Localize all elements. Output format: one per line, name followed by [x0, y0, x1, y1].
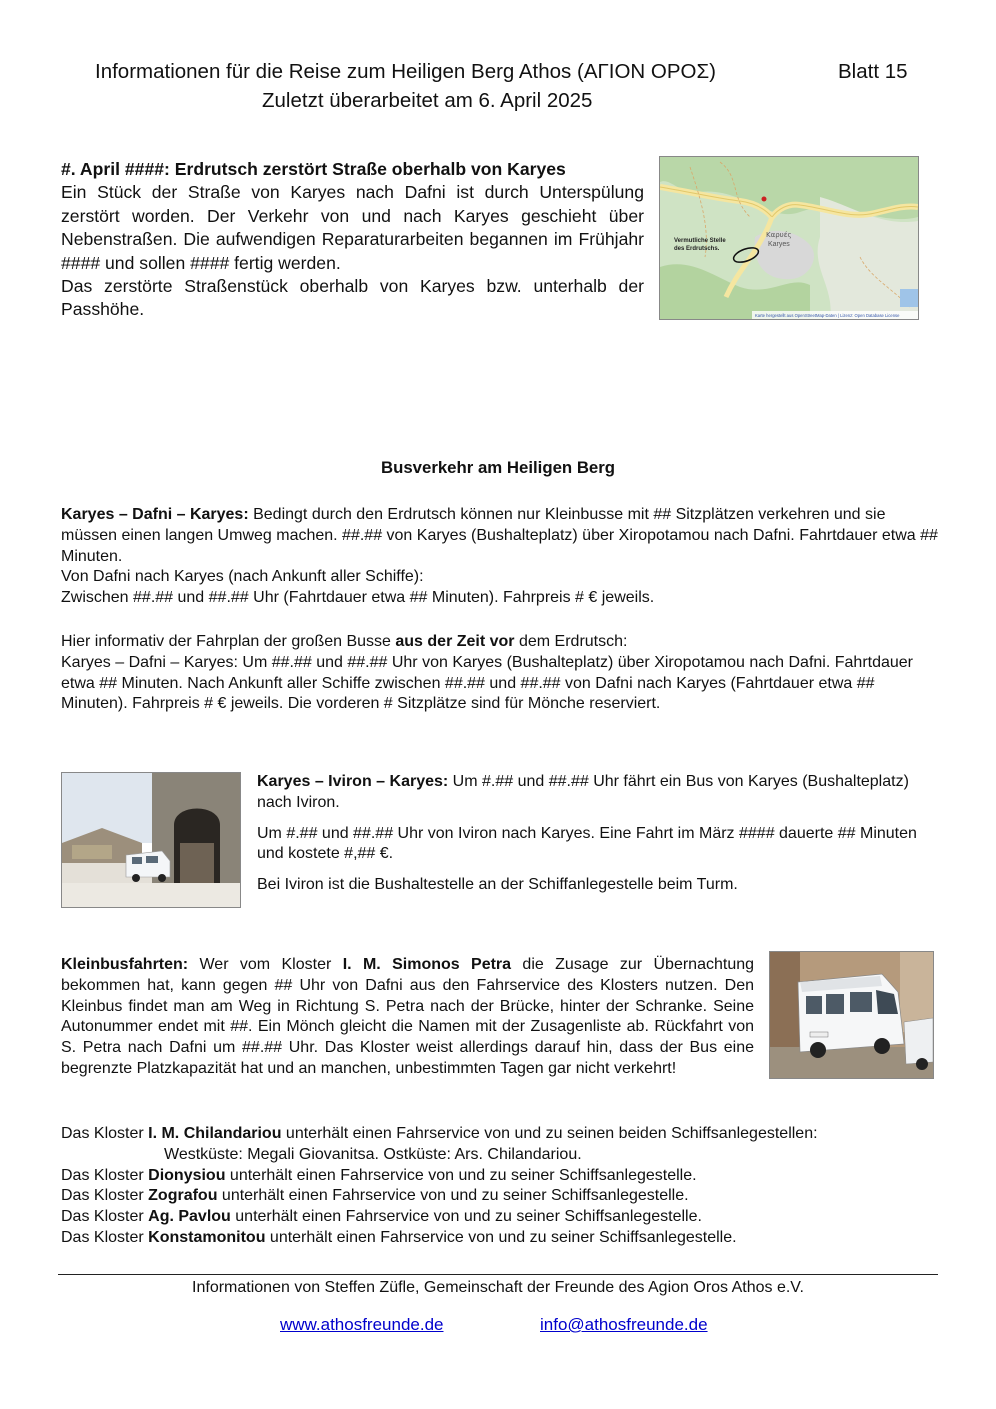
list-item-detail: Westküste: Megali Giovanitsa. Ostküste: Ars. Chilandariou. [164, 1145, 582, 1163]
list-item: Das Kloster I. M. Chilandariou unterhält einen Fahrservice von und zu seinen beiden Schiffsanlegestellen: [61, 1125, 818, 1142]
monastery-services-list [61, 1124, 961, 1249]
map-label-town: Καρυές [766, 231, 792, 239]
landslide-paragraph: Ein Stück der Straße von Karyes nach Dafni ist durch Unterspülung zerstört worden. Der Verkehr von und nach Karyes geschieht über Nebenstraßen. Die aufwendigen Reparaturarbeiten begannen im Frühjahr #### und sollen #### fertig werden. [61, 182, 644, 273]
karyes-iviron-section: Karyes – Iviron – Karyes: Um #.## und ##.## Uhr fährt ein Bus von Karyes (Bushalteplatz) nach Iviron. Um #.## und ##.## Uhr von Iviron nach Karyes. Eine Fahrt im März #### dauerte ## Minuten und kostete #,## €. Bei Iviron ist die Bushaltestelle an der Schiffanlegestelle beim Turm. [257, 773, 917, 894]
landslide-section [61, 158, 644, 322]
sheet-number: Blatt 15 [838, 60, 908, 83]
last-updated: Zuletzt überarbeitet am 6. April 2025 [262, 89, 593, 112]
list-item: Das Kloster Zografou unterhält einen Fahrservice von und zu seiner Schiffsanlegestelle. [61, 1187, 689, 1205]
footer-info: Informationen von Steffen Züfle, Gemeinschaft der Freunde des Agion Oros Athos e.V. [192, 1279, 804, 1296]
kleinbus-section: Kleinbusfahrten: Wer vom Kloster I. M. Simonos Petra die Zusage zur Übernachtung bekommen hat, kann gegen ## Uhr von Dafni aus den Fahrservice des Klosters nutzen. Den Kleinbus findet man am Weg in Richtung S. Petra nach der Brücke, hinter der Schranke. Seine Autonummer endet mit ##. Ein Mönch gleicht die Namen mit der Zusagenliste ab. Rückfahrt von S. Petra nach Dafni um ##.## Uhr. Das Kloster weist allerdings darauf hin, dass der Bus eine begrenzte Platzkapazität hat und an manchen, unbestimmten Tagen gar nicht verkehrt! [61, 956, 755, 1077]
route-label: Karyes – Dafni – Karyes: [61, 506, 249, 523]
email-link[interactable]: info@athosfreunde.de [540, 1315, 708, 1334]
monastery-name: I. M. Simonos Petra [342, 956, 512, 973]
map-attribution: Karte hergestellt aus OpenStreetMap-Daten | Lizenz: Open Database License [755, 313, 900, 318]
map-graphic [660, 157, 918, 319]
document-title: Informationen für die Reise zum Heiligen Berg Athos (ΑΓΙΟΝ ΟΡΟΣ) [95, 60, 716, 83]
website-link[interactable]: www.athosfreunde.de [280, 1315, 444, 1334]
simonos-petra-minibus-photo [769, 951, 934, 1079]
footer-divider [58, 1274, 938, 1275]
karyes-dafni-current: Karyes – Dafni – Karyes: Bedingt durch den Erdrutsch können nur Kleinbusse mit ## Sitzplätzen verkehren und sie müssen einen langen Umweg machen. ##.## von Karyes (Bushalteplatz) über Xiropotamou nach Dafni. Fahrtdauer etwa ## Minuten. Von Dafni nach Karyes (nach Ankunft aller Schiffe): Zwischen ##.## und ##.## Uhr (Fahrtdauer etwa ## Minuten). Fahrpreis # € jeweils. [61, 506, 938, 607]
landslide-caption: Das zerstörte Straßenstück oberhalb von Karyes bzw. unterhalb der Passhöhe. [61, 276, 644, 320]
kleinbus-label: Kleinbusfahrten: [61, 956, 189, 973]
list-item: Das Kloster Konstamonitou unterhält einen Fahrservice von und zu seiner Schiffsanlegestelle. [61, 1228, 737, 1246]
landslide-map [659, 156, 919, 320]
svg-text:des Erdrutschs.: des Erdrutschs. [674, 246, 720, 252]
karyes-dafni-former: Hier informativ der Fahrplan der großen Busse aus der Zeit vor dem Erdrutsch: Karyes – Dafni – Karyes: Um ##.## und ##.## Uhr von Karyes (Bushalteplatz) über Xiropotamou nach Dafni. Fahrtdauer etwa ## Minuten. Nach Ankunft aller Schiffe zwischen ##.## und ##.## von Dafni nach Karyes (Fahrtdauer etwa ## Minuten). Fahrpreis # € jeweils. Die vorderen # Sitzplätze sind für Mönche reserviert. [61, 633, 914, 713]
list-item: Das Kloster Dionysiou unterhält einen Fahrservice von und zu seiner Schiffsanlegestelle. [61, 1166, 697, 1184]
map-label-landslide: Vermutliche Stelle [674, 238, 726, 244]
landslide-heading: #. April ####: Erdrutsch zerstört Straße oberhalb von Karyes [61, 159, 566, 179]
bus-section-heading: Busverkehr am Heiligen Berg [380, 458, 616, 477]
route-label: Karyes – Iviron – Karyes: [257, 773, 449, 790]
list-item: Das Kloster Ag. Pavlou unterhält einen Fahrservice von und zu seiner Schiffsanlegestelle. [61, 1208, 702, 1226]
svg-text:Karyes: Karyes [768, 241, 790, 248]
iviron-bus-photo [61, 772, 241, 908]
